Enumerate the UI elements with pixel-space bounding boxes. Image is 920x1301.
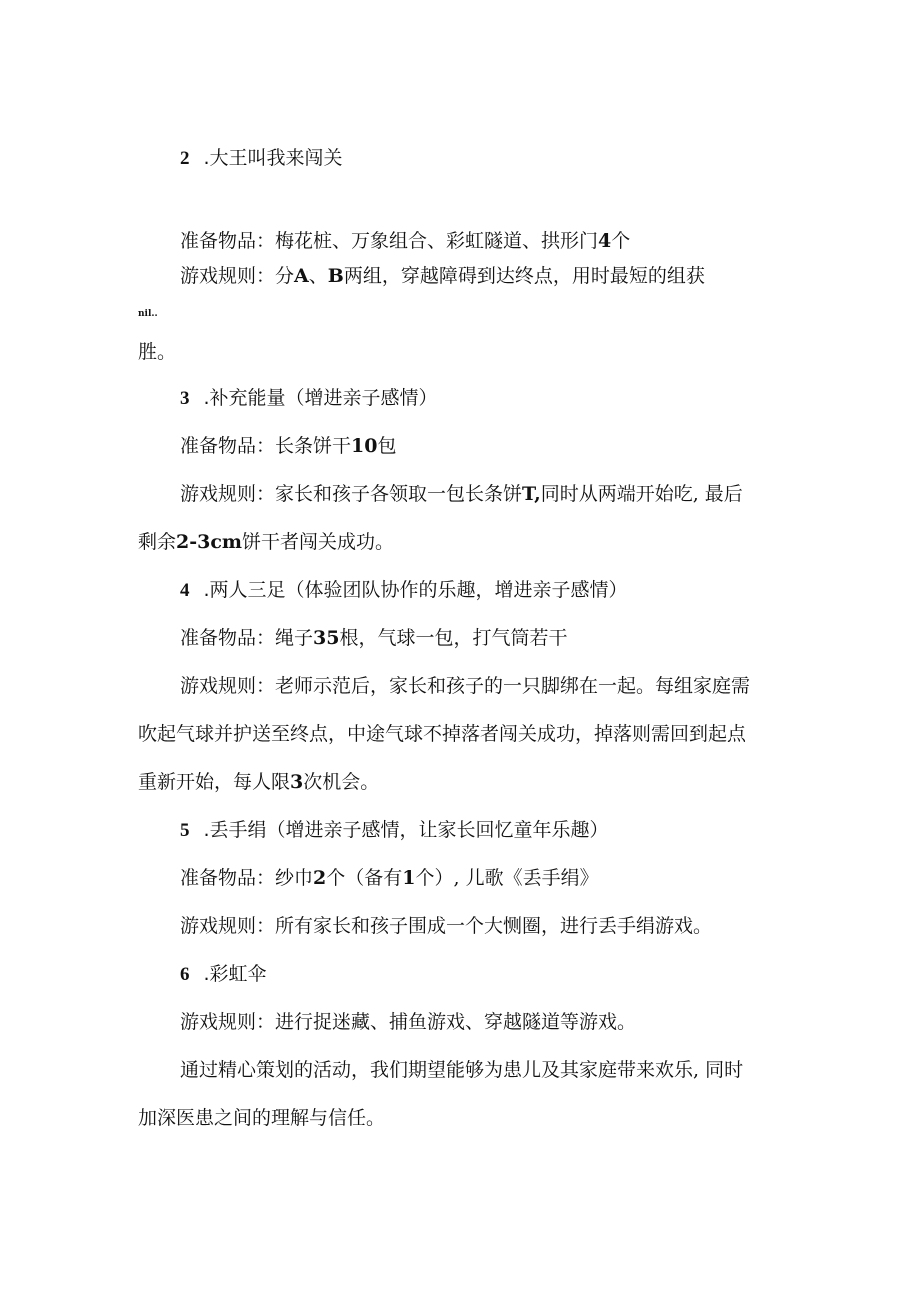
section-title: .彩虹伞 xyxy=(203,963,267,985)
prep-label: 准备物品： xyxy=(180,230,276,252)
rule-text: 剩余 xyxy=(138,531,177,553)
section-3-prep xyxy=(180,434,397,458)
section-6-heading xyxy=(180,962,267,987)
prep-text: 个（备有 xyxy=(326,867,403,889)
section-title: .两人三足（体验团队协作的乐趣，增进亲子感情） xyxy=(203,579,628,601)
rule-label: 游戏规则： xyxy=(180,915,276,937)
section-4-rule-line2: 吹起气球并护送至终点，中途气球不掉落者闯关成功，掉落则需回到起点 xyxy=(138,723,747,745)
rule-label: 游戏规则： xyxy=(180,1011,276,1033)
rule-count: 3 xyxy=(290,771,304,793)
prep-text: 梅花桩、万象组合、彩虹隧道、拱形门 xyxy=(275,230,599,252)
rule-label: 游戏规则： xyxy=(180,483,276,505)
prep-text: 绳子 xyxy=(275,627,314,649)
section-title: .丢手绢（增进亲子感情，让家长回忆童年乐趣） xyxy=(203,819,609,841)
rule-text: 次机会。 xyxy=(303,771,380,793)
section-number: 6 xyxy=(180,964,190,985)
ocr-artifact-text: nil.. xyxy=(138,309,158,319)
section-number: 3 xyxy=(180,388,190,409)
prep-text: 个 xyxy=(611,230,631,252)
rule-text: 两组，穿越障碍到达终点，用时最短的组获 xyxy=(343,265,705,287)
section-2-rule xyxy=(180,264,705,288)
section-number: 5 xyxy=(180,820,190,841)
rule-measure: 2-3cm xyxy=(176,531,243,553)
prep-label: 准备物品： xyxy=(180,867,276,889)
rule-text: 饼干者闯关成功。 xyxy=(242,531,395,553)
prep-text: 根，气球一包，打气筒若干 xyxy=(339,627,568,649)
group-a: A xyxy=(294,265,309,287)
section-5-prep xyxy=(180,866,599,890)
section-3-heading xyxy=(180,386,438,411)
section-2-heading xyxy=(180,146,343,171)
rule-text: 所有家长和孩子围成一个大恻圈，进行丢手绢游戏。 xyxy=(275,915,713,937)
prep-text: 包 xyxy=(377,435,397,457)
prep-count: 4 xyxy=(598,230,612,252)
prep-text: 纱巾 xyxy=(275,867,314,889)
group-b: B xyxy=(327,265,344,287)
prep-count: 10 xyxy=(351,435,378,457)
rule-text: 分 xyxy=(275,265,295,287)
closing-line-2: 加深医患之间的理解与信任。 xyxy=(138,1107,386,1129)
rule-text: 同时从两端开始吃, 最后 xyxy=(540,483,743,505)
section-4-heading xyxy=(180,578,628,603)
prep-text: 个）, 儿歌《丢手绢》 xyxy=(415,867,599,889)
section-2-prep xyxy=(180,229,630,253)
section-4-rule xyxy=(180,674,750,698)
section-3-rule-line2 xyxy=(138,530,394,554)
section-5-heading xyxy=(180,818,609,843)
prep-text: 长条饼干 xyxy=(275,435,352,457)
closing-line-1: 通过精心策划的活动，我们期望能够为患儿及其家庭带来欢乐, 同时 xyxy=(180,1059,744,1081)
rule-text: 、 xyxy=(308,265,328,287)
rule-text: 家长和孩子各领取一包长条饼 xyxy=(275,483,523,505)
rule-label: 游戏规则： xyxy=(180,675,276,697)
rule-label: 游戏规则： xyxy=(180,265,276,287)
section-4-rule-line3 xyxy=(138,770,379,794)
section-number: 2 xyxy=(180,148,190,169)
prep-count: 2 xyxy=(313,867,327,889)
section-6-rule xyxy=(180,1010,636,1034)
prep-count: 35 xyxy=(313,627,340,649)
prep-label: 准备物品： xyxy=(180,435,276,457)
section-number: 4 xyxy=(180,580,190,601)
rule-text: 老师示范后，家长和孩子的一只脚绑在一起。每组家庭需 xyxy=(275,675,751,697)
section-title: .补充能量（增进亲子感情） xyxy=(203,387,438,409)
section-4-prep xyxy=(180,626,568,650)
rule-text: 进行捉迷藏、捕鱼游戏、穿越隧道等游戏。 xyxy=(275,1011,637,1033)
section-3-rule xyxy=(180,482,743,506)
section-5-rule xyxy=(180,914,712,938)
prep-label: 准备物品： xyxy=(180,627,276,649)
rule-text: 重新开始，每人限 xyxy=(138,771,291,793)
section-title: .大王叫我来闯关 xyxy=(203,147,343,169)
prep-count: 1 xyxy=(402,867,416,889)
rule-text-bold: T, xyxy=(522,483,541,505)
section-2-rule-tail: 胜。 xyxy=(138,341,177,363)
